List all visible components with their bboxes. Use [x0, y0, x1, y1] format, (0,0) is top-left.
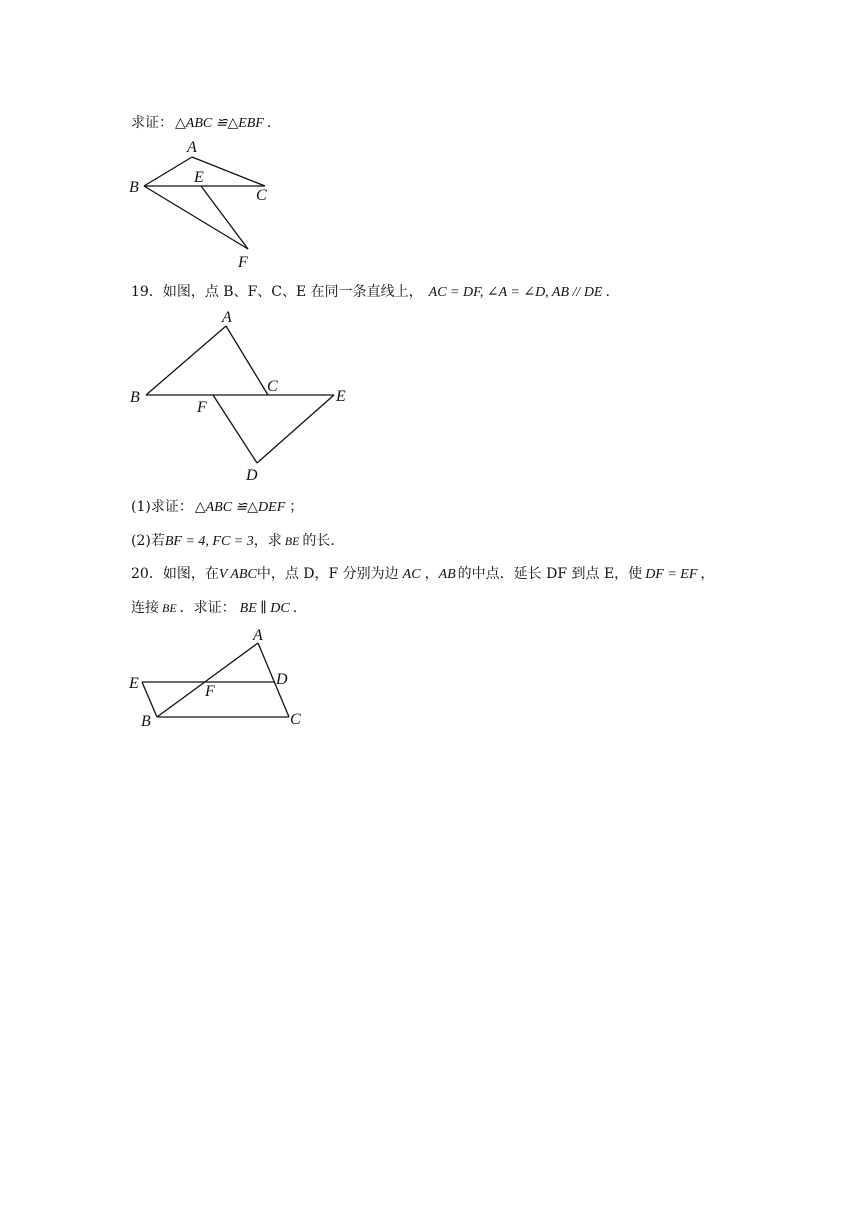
q20-comma: ，: [424, 566, 439, 582]
q20-ac: AC: [402, 567, 421, 582]
q19-part1-end: ；: [289, 499, 304, 515]
q19-text: 如图，点 B、F、C、E 在同一条直线上，: [162, 284, 423, 300]
q20-text-c: 的中点．延长 DF 到点 E，使: [457, 566, 643, 582]
q20-triangle: V ABC: [218, 567, 257, 582]
q20-conclusion: BE ∥ DC: [239, 601, 290, 616]
fig19-label-f: F: [197, 399, 207, 416]
q20-text-a: 如图，在: [162, 566, 219, 582]
q19-part2-givens: BF = 4, FC = 3: [164, 534, 254, 549]
proof-prompt-line: [131, 112, 271, 132]
q20-end1: ，: [700, 566, 715, 582]
fig20-label-f: F: [205, 683, 215, 700]
q19-stem: [131, 281, 610, 301]
fig18-label-c: C: [256, 187, 267, 204]
q20-number: 20．: [131, 566, 163, 582]
q19-part2-mid: ，求: [253, 533, 282, 549]
q19-part2-end: 的长.: [302, 533, 335, 549]
q20-equation: DF = EF: [645, 567, 698, 582]
figure-18: [125, 138, 285, 273]
proof-statement: △ABC ≌△EBF: [175, 116, 264, 131]
q19-part1-statement: △ABC ≌△DEF: [194, 500, 286, 515]
q20-end2: .: [292, 600, 298, 616]
fig20-label-b: B: [141, 713, 151, 730]
q19-end: .: [605, 284, 610, 300]
fig20-label-c: C: [290, 711, 301, 728]
q19-givens: AC = DF, ∠A = ∠D, AB // DE: [428, 285, 603, 300]
q19-part1: [131, 496, 303, 516]
fig18-label-e: E: [194, 169, 204, 186]
q20-line2-b: ．求证：: [179, 600, 236, 616]
fig20-label-e: E: [129, 675, 139, 692]
figure-20: [125, 622, 315, 734]
fig18-label-f: F: [238, 254, 248, 271]
fig19-label-e: E: [336, 388, 346, 405]
q20-text-b: 中，点 D，F 分别为边: [256, 566, 399, 582]
q20-ab: AB: [438, 567, 456, 582]
figure-19: [125, 306, 355, 486]
fig20-label-d: D: [276, 671, 288, 688]
q20-stem-line2: [131, 597, 297, 617]
fig19-label-c: C: [267, 378, 278, 395]
fig19-label-d: D: [246, 467, 258, 484]
q19-part2-be: BE: [284, 534, 300, 548]
fig19-label-a: A: [222, 309, 232, 326]
q19-part1-prefix: (1)求证：: [131, 499, 193, 515]
q20-line2-a: 连接: [131, 600, 159, 616]
proof-end: .: [266, 115, 272, 131]
q20-stem-line1: [131, 563, 714, 583]
q19-part2-prefix: (2)若: [131, 533, 165, 549]
fig18-label-a: A: [187, 139, 197, 156]
q19-part2: [131, 530, 335, 550]
fig19-label-b: B: [130, 389, 140, 406]
proof-prefix: 求证：: [131, 115, 173, 131]
q19-number: 19．: [131, 284, 163, 300]
fig18-label-b: B: [129, 179, 139, 196]
fig20-label-a: A: [253, 627, 263, 644]
q20-be: BE: [162, 601, 177, 615]
